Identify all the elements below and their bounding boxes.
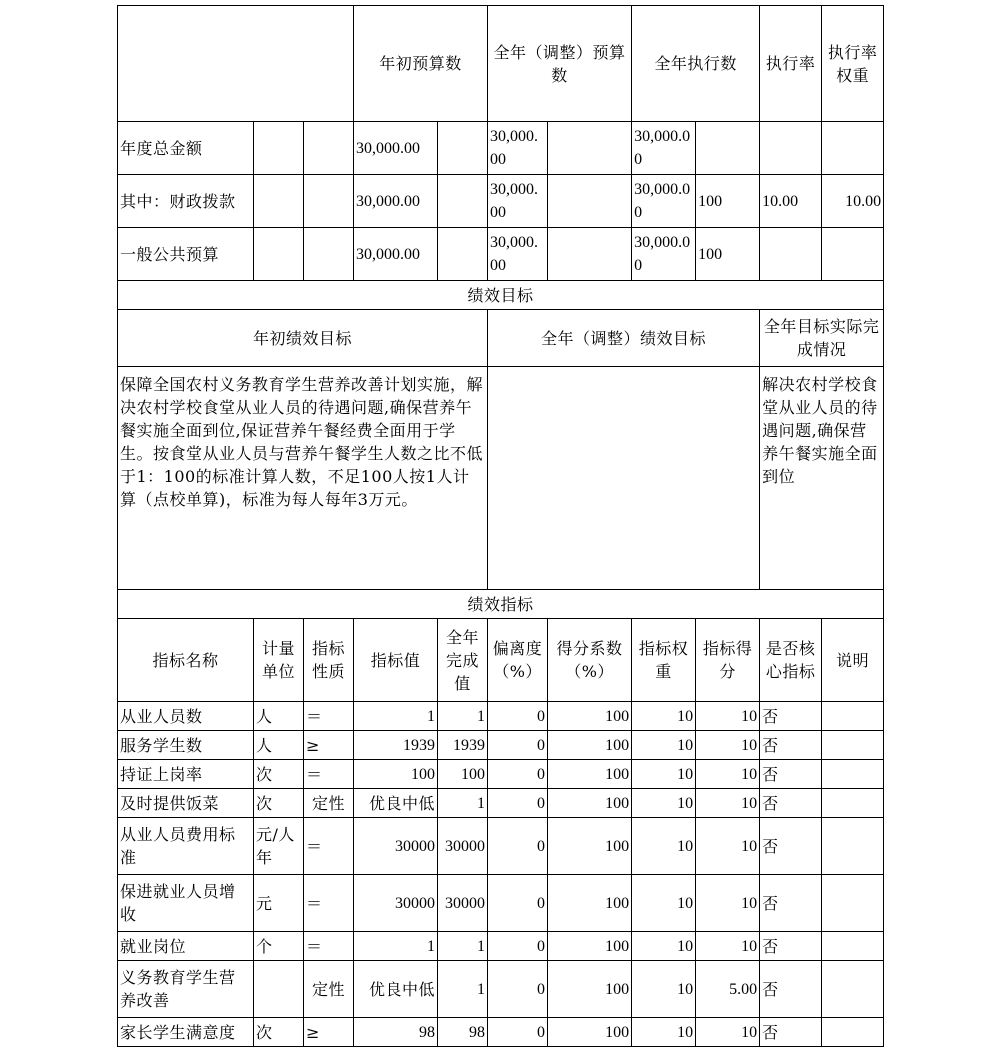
indicator-note [822,818,884,875]
rate-score [822,122,884,175]
unit-header: 计量单位 [254,619,304,702]
indicator-score: 10 [696,731,760,760]
indicator-coefficient: 100 [548,789,632,818]
indicator-note [822,731,884,760]
indicator-value: 98 [354,1018,438,1047]
indicator-score: 10 [696,875,760,932]
indicator-completed: 1939 [438,731,488,760]
indicator-weight: 10 [632,731,696,760]
indicator-nature: 定性 [304,789,354,818]
empty-cell [254,175,304,228]
indicator-name-header: 指标名称 [118,619,254,702]
executed-amount: 30,000.00 [632,228,696,281]
indicator-coefficient: 100 [548,932,632,961]
initial-amount: 30,000.00 [354,228,438,281]
exec-rate [696,122,760,175]
budget-row [118,175,884,228]
indicator-core: 否 [760,760,822,789]
deviation-header: 偏离度（%） [488,619,548,702]
actual-goal-header: 全年目标实际完成情况 [760,310,884,367]
initial-budget-header: 年初预算数 [354,6,488,122]
indicator-row [118,875,884,932]
rate-weight [760,122,822,175]
completed-header: 全年完成值 [438,619,488,702]
indicator-nature: ≥ [304,731,354,760]
indicator-weight: 10 [632,875,696,932]
indicator-weight: 10 [632,932,696,961]
indicator-nature: ＝ [304,875,354,932]
indicator-deviation: 0 [488,932,548,961]
budget-row [118,122,884,175]
indicator-name: 就业岗位 [118,932,254,961]
empty-cell [438,228,488,281]
indicator-note [822,702,884,731]
empty-cell [254,122,304,175]
nature-header: 指标性质 [304,619,354,702]
indicator-core: 否 [760,961,822,1018]
indicator-unit: 元 [254,875,304,932]
indicator-deviation: 0 [488,789,548,818]
indicator-weight: 10 [632,789,696,818]
adjusted-amount: 30,000.00 [488,122,548,175]
indicator-score: 10 [696,702,760,731]
indicator-nature: ＝ [304,932,354,961]
indicator-score: 10 [696,818,760,875]
indicator-name: 家长学生满意度 [118,1018,254,1047]
adjusted-goal-text [488,367,760,590]
indicator-deviation: 0 [488,961,548,1018]
indicator-note [822,932,884,961]
goals-section-title: 绩效目标 [118,281,884,310]
indicator-note [822,760,884,789]
budget-label: 年度总金额 [118,122,254,175]
rate-score: 10.00 [822,175,884,228]
indicator-completed: 98 [438,1018,488,1047]
indicator-name: 及时提供饭菜 [118,789,254,818]
rate-header: 执行率 [760,6,822,122]
indicator-deviation: 0 [488,818,548,875]
exec-rate: 100 [696,175,760,228]
indicator-unit: 次 [254,789,304,818]
indicator-deviation: 0 [488,760,548,789]
indicator-core: 否 [760,932,822,961]
executed-header: 全年执行数 [632,6,760,122]
indicator-note [822,789,884,818]
indicator-value: 优良中低 [354,789,438,818]
empty-cell [438,175,488,228]
indicator-score: 10 [696,760,760,789]
indicator-name: 保进就业人员增收 [118,875,254,932]
indicator-coefficient: 100 [548,702,632,731]
actual-goal-text: 解决农村学校食堂从业人员的待遇问题,确保营养午餐实施全面到位 [760,367,884,590]
indicator-row [118,789,884,818]
indicator-name: 持证上岗率 [118,760,254,789]
indicator-completed: 1 [438,789,488,818]
indicator-note [822,875,884,932]
indicator-nature: ＝ [304,818,354,875]
indicator-coefficient: 100 [548,818,632,875]
initial-amount: 30,000.00 [354,122,438,175]
indicator-core: 否 [760,1018,822,1047]
indicator-completed: 100 [438,760,488,789]
indicator-note [822,961,884,1018]
budget-corner-cell [118,6,354,122]
indicator-name: 义务教育学生营养改善 [118,961,254,1018]
indicator-coefficient: 100 [548,760,632,789]
empty-cell [548,228,632,281]
indicator-deviation: 0 [488,875,548,932]
goals-content-row [118,367,884,590]
indicator-unit: 次 [254,1018,304,1047]
rate-weight [760,228,822,281]
budget-header-row [118,6,884,122]
indicator-core: 否 [760,731,822,760]
initial-goal-header: 年初绩效目标 [118,310,488,367]
adjusted-amount: 30,000.00 [488,228,548,281]
budget-row [118,228,884,281]
empty-cell [438,122,488,175]
indicator-weight: 10 [632,818,696,875]
rate-weight: 10.00 [760,175,822,228]
indicator-value: 100 [354,760,438,789]
indicator-score-header: 指标得分 [696,619,760,702]
adjusted-budget-header: 全年（调整）预算数 [488,6,632,122]
indicator-weight: 10 [632,961,696,1018]
note-header: 说明 [822,619,884,702]
indicator-row [118,731,884,760]
indicator-completed: 1 [438,961,488,1018]
indicators-section-row [118,590,884,619]
indicator-core: 否 [760,702,822,731]
indicator-row [118,702,884,731]
empty-cell [304,175,354,228]
indicator-weight: 10 [632,702,696,731]
indicator-value: 1 [354,702,438,731]
budget-label: 一般公共预算 [118,228,254,281]
indicator-unit [254,961,304,1018]
indicator-value: 30000 [354,818,438,875]
indicator-score: 5.00 [696,961,760,1018]
indicator-score: 10 [696,789,760,818]
indicators-header-row [118,619,884,702]
core-header: 是否核心指标 [760,619,822,702]
empty-cell [304,228,354,281]
indicator-nature: 定性 [304,961,354,1018]
indicator-row [118,1018,884,1047]
empty-cell [548,175,632,228]
budget-label: 其中：财政拨款 [118,175,254,228]
adjusted-goal-header: 全年（调整）绩效目标 [488,310,760,367]
value-header: 指标值 [354,619,438,702]
adjusted-amount: 30,000.00 [488,175,548,228]
empty-cell [304,122,354,175]
performance-table [117,5,884,1047]
indicator-name: 从业人员数 [118,702,254,731]
coefficient-header: 得分系数（%） [548,619,632,702]
indicator-deviation: 0 [488,731,548,760]
indicator-deviation: 0 [488,1018,548,1047]
goals-section-row [118,281,884,310]
indicator-name: 从业人员费用标准 [118,818,254,875]
executed-amount: 30,000.00 [632,122,696,175]
indicator-row [118,818,884,875]
indicator-coefficient: 100 [548,1018,632,1047]
indicators-section-title: 绩效指标 [118,590,884,619]
indicator-nature: ≥ [304,1018,354,1047]
indicator-note [822,1018,884,1047]
indicator-deviation: 0 [488,702,548,731]
indicator-nature: ＝ [304,702,354,731]
initial-goal-text: 保障全国农村义务教育学生营养改善计划实施，解决农村学校食堂从业人员的待遇问题,确保营养午餐实施全面到位,保证营养午餐经费全面用于学生。按食堂从业人员与营养午餐学生人数之比不低于1：100的标准计算人数，不足100人按1人计算（点校单算)，标准为每人每年3万元。 [118,367,488,590]
indicator-score: 10 [696,932,760,961]
indicator-core: 否 [760,875,822,932]
indicator-coefficient: 100 [548,961,632,1018]
indicator-completed: 30000 [438,818,488,875]
indicator-core: 否 [760,789,822,818]
indicator-nature: ＝ [304,760,354,789]
indicator-completed: 1 [438,932,488,961]
executed-amount: 30,000.00 [632,175,696,228]
rate-score [822,228,884,281]
indicator-unit: 次 [254,760,304,789]
indicator-score: 10 [696,1018,760,1047]
goals-header-row [118,310,884,367]
indicator-row [118,961,884,1018]
indicator-unit: 元/人年 [254,818,304,875]
indicator-row [118,760,884,789]
exec-rate: 100 [696,228,760,281]
indicator-coefficient: 100 [548,731,632,760]
indicator-unit: 人 [254,731,304,760]
indicator-value: 1939 [354,731,438,760]
initial-amount: 30,000.00 [354,175,438,228]
indicator-value: 1 [354,932,438,961]
rate-weight-header: 执行率权重 [822,6,884,122]
indicator-name: 服务学生数 [118,731,254,760]
indicator-row [118,932,884,961]
empty-cell [548,122,632,175]
indicator-weight: 10 [632,1018,696,1047]
indicator-core: 否 [760,818,822,875]
indicator-completed: 1 [438,702,488,731]
indicator-weight-header: 指标权重 [632,619,696,702]
empty-cell [254,228,304,281]
indicator-completed: 30000 [438,875,488,932]
indicator-coefficient: 100 [548,875,632,932]
indicator-unit: 个 [254,932,304,961]
indicator-unit: 人 [254,702,304,731]
indicator-value: 30000 [354,875,438,932]
indicator-value: 优良中低 [354,961,438,1018]
indicator-weight: 10 [632,760,696,789]
